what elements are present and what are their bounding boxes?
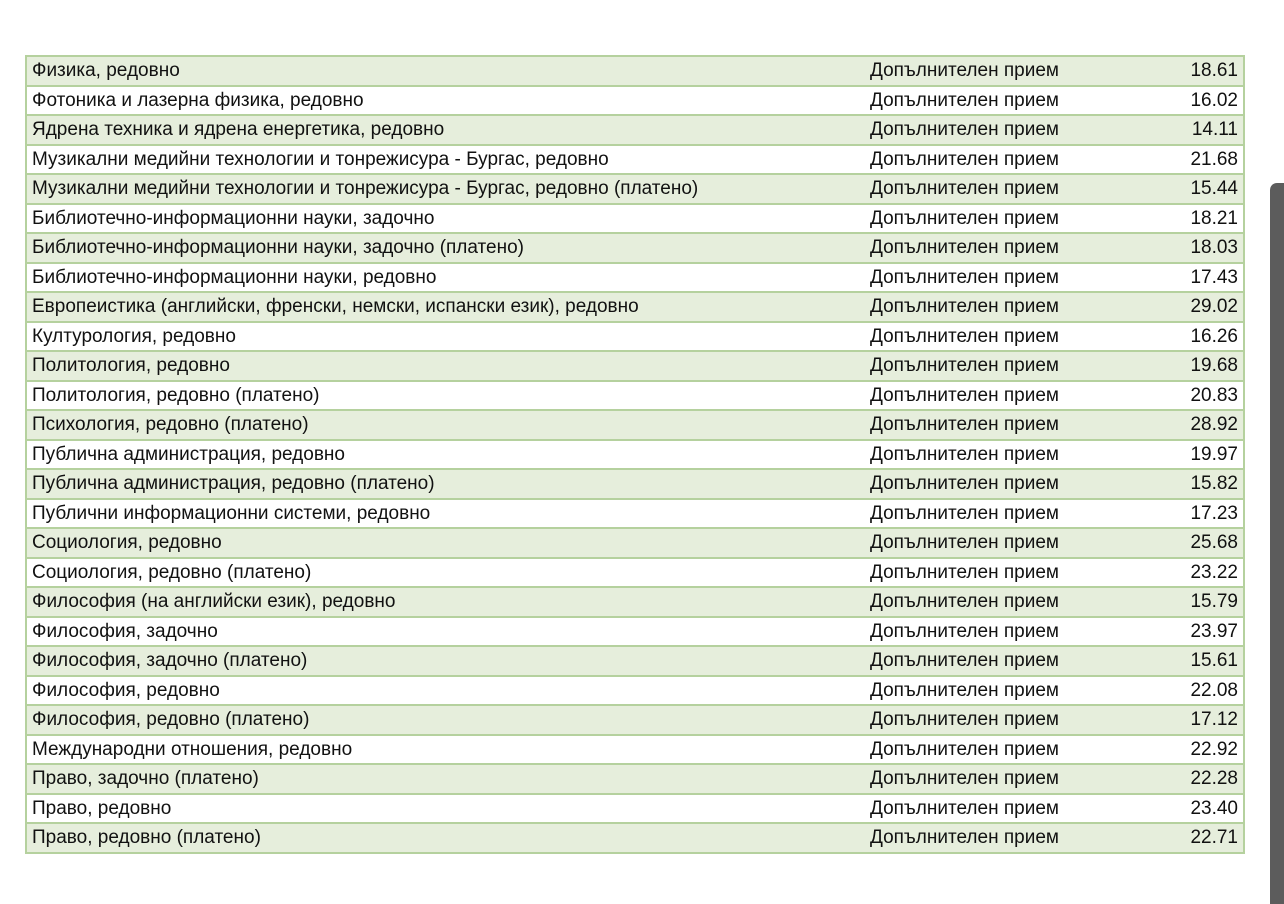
admission-status-cell: Допълнителен прием: [865, 735, 1135, 765]
table-row: [26, 528, 1244, 558]
admission-status-cell: Допълнителен прием: [865, 381, 1135, 411]
min-score-cell: 15.82: [1135, 469, 1244, 499]
program-name-cell: Европеистика (английски, френски, немски, испански език), редовно: [26, 292, 865, 322]
table-row: [26, 233, 1244, 263]
admission-status-cell: Допълнителен прием: [865, 499, 1135, 529]
admission-status-cell: Допълнителен прием: [865, 794, 1135, 824]
admission-status-cell: Допълнителен прием: [865, 823, 1135, 853]
admission-status-cell: Допълнителен прием: [865, 617, 1135, 647]
program-name-cell: Ядрена техника и ядрена енергетика, редовно: [26, 115, 865, 145]
table-row: [26, 351, 1244, 381]
program-name-cell: Право, задочно (платено): [26, 764, 865, 794]
min-score-cell: 18.61: [1135, 56, 1244, 86]
admission-status-cell: Допълнителен прием: [865, 56, 1135, 86]
min-score-cell: 22.08: [1135, 676, 1244, 706]
min-score-cell: 19.68: [1135, 351, 1244, 381]
table-row: [26, 115, 1244, 145]
program-name-cell: Библиотечно-информационни науки, задочно (платено): [26, 233, 865, 263]
table-row: [26, 440, 1244, 470]
admission-status-cell: Допълнителен прием: [865, 351, 1135, 381]
admission-status-cell: Допълнителен прием: [865, 764, 1135, 794]
admission-status-cell: Допълнителен прием: [865, 440, 1135, 470]
admission-status-cell: Допълнителен прием: [865, 174, 1135, 204]
admission-status-cell: Допълнителен прием: [865, 705, 1135, 735]
admission-status-cell: Допълнителен прием: [865, 115, 1135, 145]
program-name-cell: Музикални медийни технологии и тонрежисура - Бургас, редовно: [26, 145, 865, 175]
min-score-cell: 23.40: [1135, 794, 1244, 824]
min-score-cell: 15.79: [1135, 587, 1244, 617]
admission-status-cell: Допълнителен прием: [865, 646, 1135, 676]
table-row: [26, 56, 1244, 86]
table-row: [26, 292, 1244, 322]
program-name-cell: Политология, редовно (платено): [26, 381, 865, 411]
program-name-cell: Философия, редовно: [26, 676, 865, 706]
admission-status-cell: Допълнителен прием: [865, 292, 1135, 322]
min-score-cell: 21.68: [1135, 145, 1244, 175]
min-score-cell: 17.23: [1135, 499, 1244, 529]
program-name-cell: Физика, редовно: [26, 56, 865, 86]
admissions-table-body: [26, 56, 1244, 853]
program-name-cell: Право, редовно (платено): [26, 823, 865, 853]
min-score-cell: 14.11: [1135, 115, 1244, 145]
table-row: [26, 263, 1244, 293]
program-name-cell: Публична администрация, редовно (платено): [26, 469, 865, 499]
program-name-cell: Философия, редовно (платено): [26, 705, 865, 735]
table-row: [26, 145, 1244, 175]
min-score-cell: 19.97: [1135, 440, 1244, 470]
program-name-cell: Философия, задочно: [26, 617, 865, 647]
min-score-cell: 18.03: [1135, 233, 1244, 263]
min-score-cell: 22.71: [1135, 823, 1244, 853]
admission-status-cell: Допълнителен прием: [865, 528, 1135, 558]
min-score-cell: 16.02: [1135, 86, 1244, 116]
table-row: [26, 558, 1244, 588]
min-score-cell: 28.92: [1135, 410, 1244, 440]
program-name-cell: Психология, редовно (платено): [26, 410, 865, 440]
table-row: [26, 499, 1244, 529]
admission-status-cell: Допълнителен прием: [865, 469, 1135, 499]
admission-status-cell: Допълнителен прием: [865, 204, 1135, 234]
table-row: [26, 204, 1244, 234]
program-name-cell: Фотоника и лазерна физика, редовно: [26, 86, 865, 116]
min-score-cell: 17.43: [1135, 263, 1244, 293]
admission-status-cell: Допълнителен прием: [865, 145, 1135, 175]
program-name-cell: Философия (на английски език), редовно: [26, 587, 865, 617]
table-row: [26, 587, 1244, 617]
table-row: [26, 764, 1244, 794]
table-row: [26, 617, 1244, 647]
program-name-cell: Библиотечно-информационни науки, редовно: [26, 263, 865, 293]
admission-status-cell: Допълнителен прием: [865, 263, 1135, 293]
program-name-cell: Музикални медийни технологии и тонрежисура - Бургас, редовно (платено): [26, 174, 865, 204]
min-score-cell: 17.12: [1135, 705, 1244, 735]
program-name-cell: Публични информационни системи, редовно: [26, 499, 865, 529]
program-name-cell: Социология, редовно: [26, 528, 865, 558]
min-score-cell: 29.02: [1135, 292, 1244, 322]
table-row: [26, 174, 1244, 204]
admission-status-cell: Допълнителен прием: [865, 558, 1135, 588]
program-name-cell: Международни отношения, редовно: [26, 735, 865, 765]
admission-status-cell: Допълнителен прием: [865, 233, 1135, 263]
min-score-cell: 23.22: [1135, 558, 1244, 588]
program-name-cell: Социология, редовно (платено): [26, 558, 865, 588]
program-name-cell: Публична администрация, редовно: [26, 440, 865, 470]
program-name-cell: Право, редовно: [26, 794, 865, 824]
table-row: [26, 705, 1244, 735]
table-row: [26, 469, 1244, 499]
min-score-cell: 18.21: [1135, 204, 1244, 234]
admission-status-cell: Допълнителен прием: [865, 410, 1135, 440]
admission-status-cell: Допълнителен прием: [865, 587, 1135, 617]
table-row: [26, 823, 1244, 853]
min-score-cell: 15.61: [1135, 646, 1244, 676]
vertical-scrollbar[interactable]: [1270, 183, 1284, 904]
min-score-cell: 15.44: [1135, 174, 1244, 204]
table-row: [26, 381, 1244, 411]
program-name-cell: Библиотечно-информационни науки, задочно: [26, 204, 865, 234]
admission-status-cell: Допълнителен прием: [865, 86, 1135, 116]
program-name-cell: Философия, задочно (платено): [26, 646, 865, 676]
min-score-cell: 25.68: [1135, 528, 1244, 558]
min-score-cell: 20.83: [1135, 381, 1244, 411]
program-name-cell: Политология, редовно: [26, 351, 865, 381]
table-row: [26, 676, 1244, 706]
admission-status-cell: Допълнителен прием: [865, 676, 1135, 706]
min-score-cell: 16.26: [1135, 322, 1244, 352]
min-score-cell: 22.92: [1135, 735, 1244, 765]
admission-status-cell: Допълнителен прием: [865, 322, 1135, 352]
table-row: [26, 86, 1244, 116]
table-row: [26, 410, 1244, 440]
table-row: [26, 794, 1244, 824]
table-row: [26, 322, 1244, 352]
table-row: [26, 646, 1244, 676]
program-name-cell: Културология, редовно: [26, 322, 865, 352]
min-score-cell: 22.28: [1135, 764, 1244, 794]
min-score-cell: 23.97: [1135, 617, 1244, 647]
admissions-table: [25, 55, 1245, 854]
table-row: [26, 735, 1244, 765]
